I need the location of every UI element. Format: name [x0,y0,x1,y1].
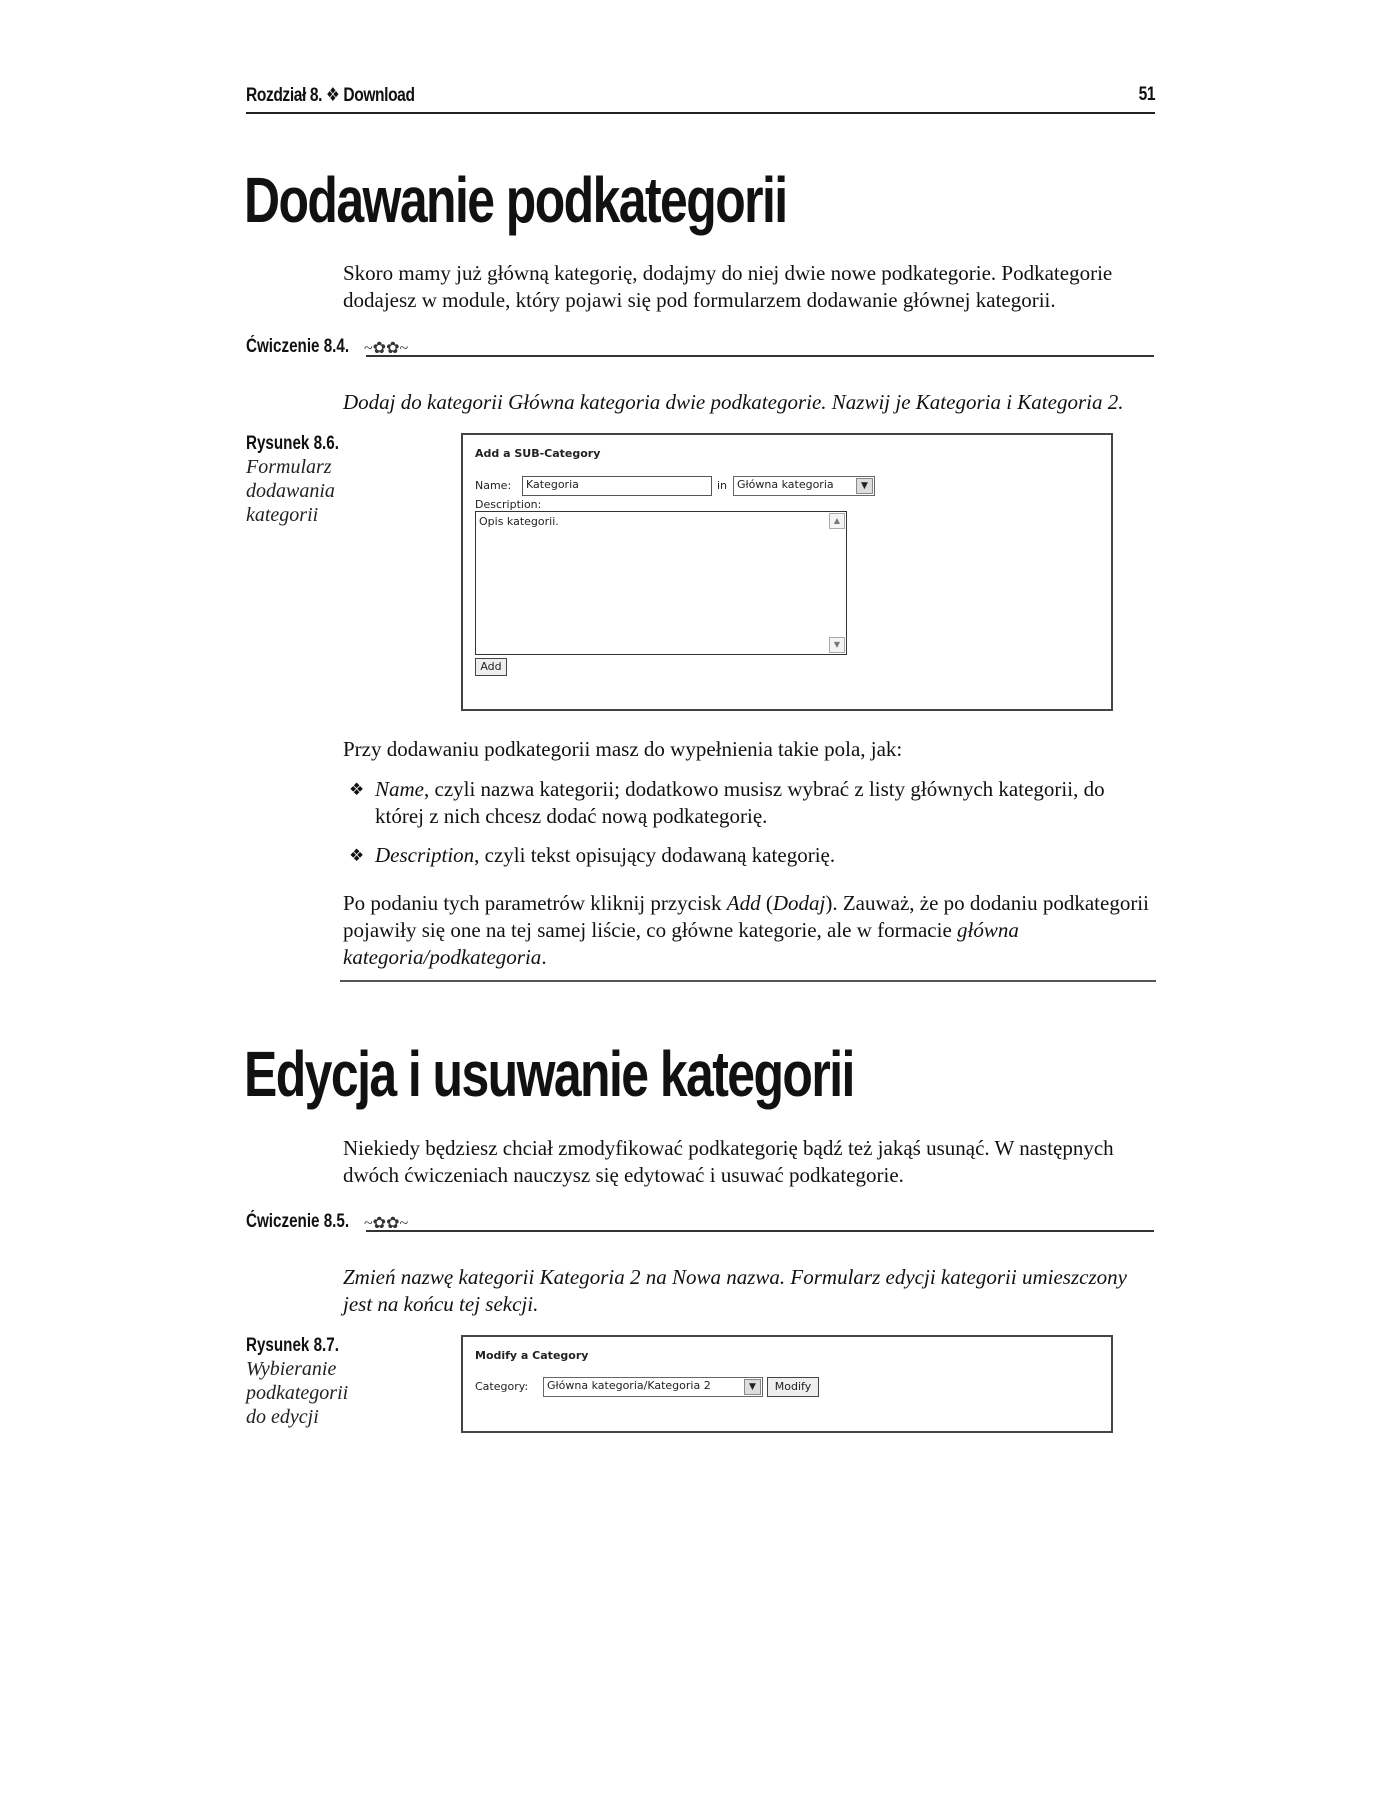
closing-add-term: Add [726,891,761,915]
parent-category-select[interactable] [733,476,875,496]
ornament-icon: ~✿✿~ [364,1215,409,1232]
divider [366,355,1154,357]
scroll-up-icon[interactable]: ▲ [829,513,845,529]
divider [366,1230,1154,1232]
bullet-term: Description [375,843,475,867]
name-input[interactable]: Kategoria [522,476,712,496]
page-number: 51 [1138,84,1155,105]
closing-paragraph [343,890,1153,971]
description-value: Opis kategorii. [479,515,559,528]
section1-intro: Skoro mamy już główną kategorię, dodajmy do niej dwie nowe podkategorie. Podkategorie dodajesz w module, który pojawi się pod formularzem dodawanie głównej kategorii. [343,261,1113,312]
closing-format-term: główna kategoria/podkategoria [343,918,1019,969]
ornament-icon: ~✿✿~ [364,340,409,357]
bullet-name [343,776,1158,830]
form-title: Add a SUB-Category [475,447,601,460]
chapter-title: Rozdział 8. ❖ Download [246,85,415,106]
exercise-heading-8-4 [246,336,1154,362]
modify-button[interactable]: Modify [767,1377,819,1397]
category-select-value: Główna kategoria/Kategoria 2 [547,1379,711,1392]
description-textarea[interactable] [475,511,847,655]
scroll-down-icon[interactable]: ▼ [829,637,845,653]
section-title-adding-subcategory: Dodawanie podkategorii [244,164,787,236]
figure-number: Rysunek 8.7. [246,1335,339,1356]
name-label: Name: [475,479,512,492]
diamond-bullet-icon: ❖ [349,846,365,865]
bullet-term: Name [375,777,424,801]
figure-8-6-label [246,433,366,527]
figure-number: Rysunek 8.6. [246,433,339,454]
in-label: in [717,479,728,492]
exercise-heading-8-5 [246,1211,1154,1237]
exercise-label: Ćwiczenie 8.5. [246,1211,350,1232]
closing-text: Po podaniu tych parametrów kliknij przycisk [343,891,727,915]
parent-category-value: Główna kategoria [737,478,834,491]
section2-intro: Niekiedy będziesz chciał zmodyfikować podkategorię bądź też jakąś usunąć. W następnych dwóch ćwiczeniach nauczysz się edytować i usuwać podkategorie. [343,1136,1114,1187]
figure-caption: Formularz dodawania kategorii [246,456,335,526]
diamond-bullet-icon: ❖ [349,780,365,799]
category-select[interactable] [543,1377,763,1397]
chevron-down-icon[interactable]: ▼ [744,1379,761,1395]
chevron-down-icon[interactable]: ▼ [856,478,873,494]
closing-text: ). Zauważ, że po dodaniu podkategorii pojawiły się one na tej samej liście, co główne kategorie, ale w formacie [343,891,1149,942]
closing-text: . [541,945,547,969]
bullet-description [343,842,1158,869]
add-button[interactable]: Add [475,658,507,676]
section-separator [340,980,1156,982]
exercise-label: Ćwiczenie 8.4. [246,336,350,357]
form-title: Modify a Category [475,1349,589,1362]
figure-caption: Wybieranie podkategorii do edycji [246,1358,349,1428]
closing-text: ( [760,891,773,915]
add-subcategory-form [461,433,1113,711]
fields-intro: Przy dodawaniu podkategorii masz do wypełnienia takie pola, jak: [343,737,903,761]
bullet-text: , czyli nazwa kategorii; dodatkowo musisz wybrać z listy głównych kategorii, do której z nich chcesz dodać nową podkategorię. [375,777,1105,828]
figure-8-7-label [246,1335,366,1429]
closing-dodaj-term: Dodaj [772,891,826,915]
bullet-text: , czyli tekst opisujący dodawaną kategorię. [474,843,836,867]
description-label: Description: [475,498,542,511]
category-label: Category: [475,1380,529,1393]
section-title-edit-delete: Edycja i usuwanie kategorii [244,1038,854,1110]
modify-category-form [461,1335,1113,1433]
running-header [246,84,1155,114]
exercise2-text: Zmień nazwę kategorii Kategoria 2 na Nowa nazwa. Formularz edycji kategorii umieszczony jest na końcu tej sekcji. [343,1265,1127,1316]
exercise1-text: Dodaj do kategorii Główna kategoria dwie podkategorie. Nazwij je Kategoria i Kategoria 2. [343,390,1124,414]
